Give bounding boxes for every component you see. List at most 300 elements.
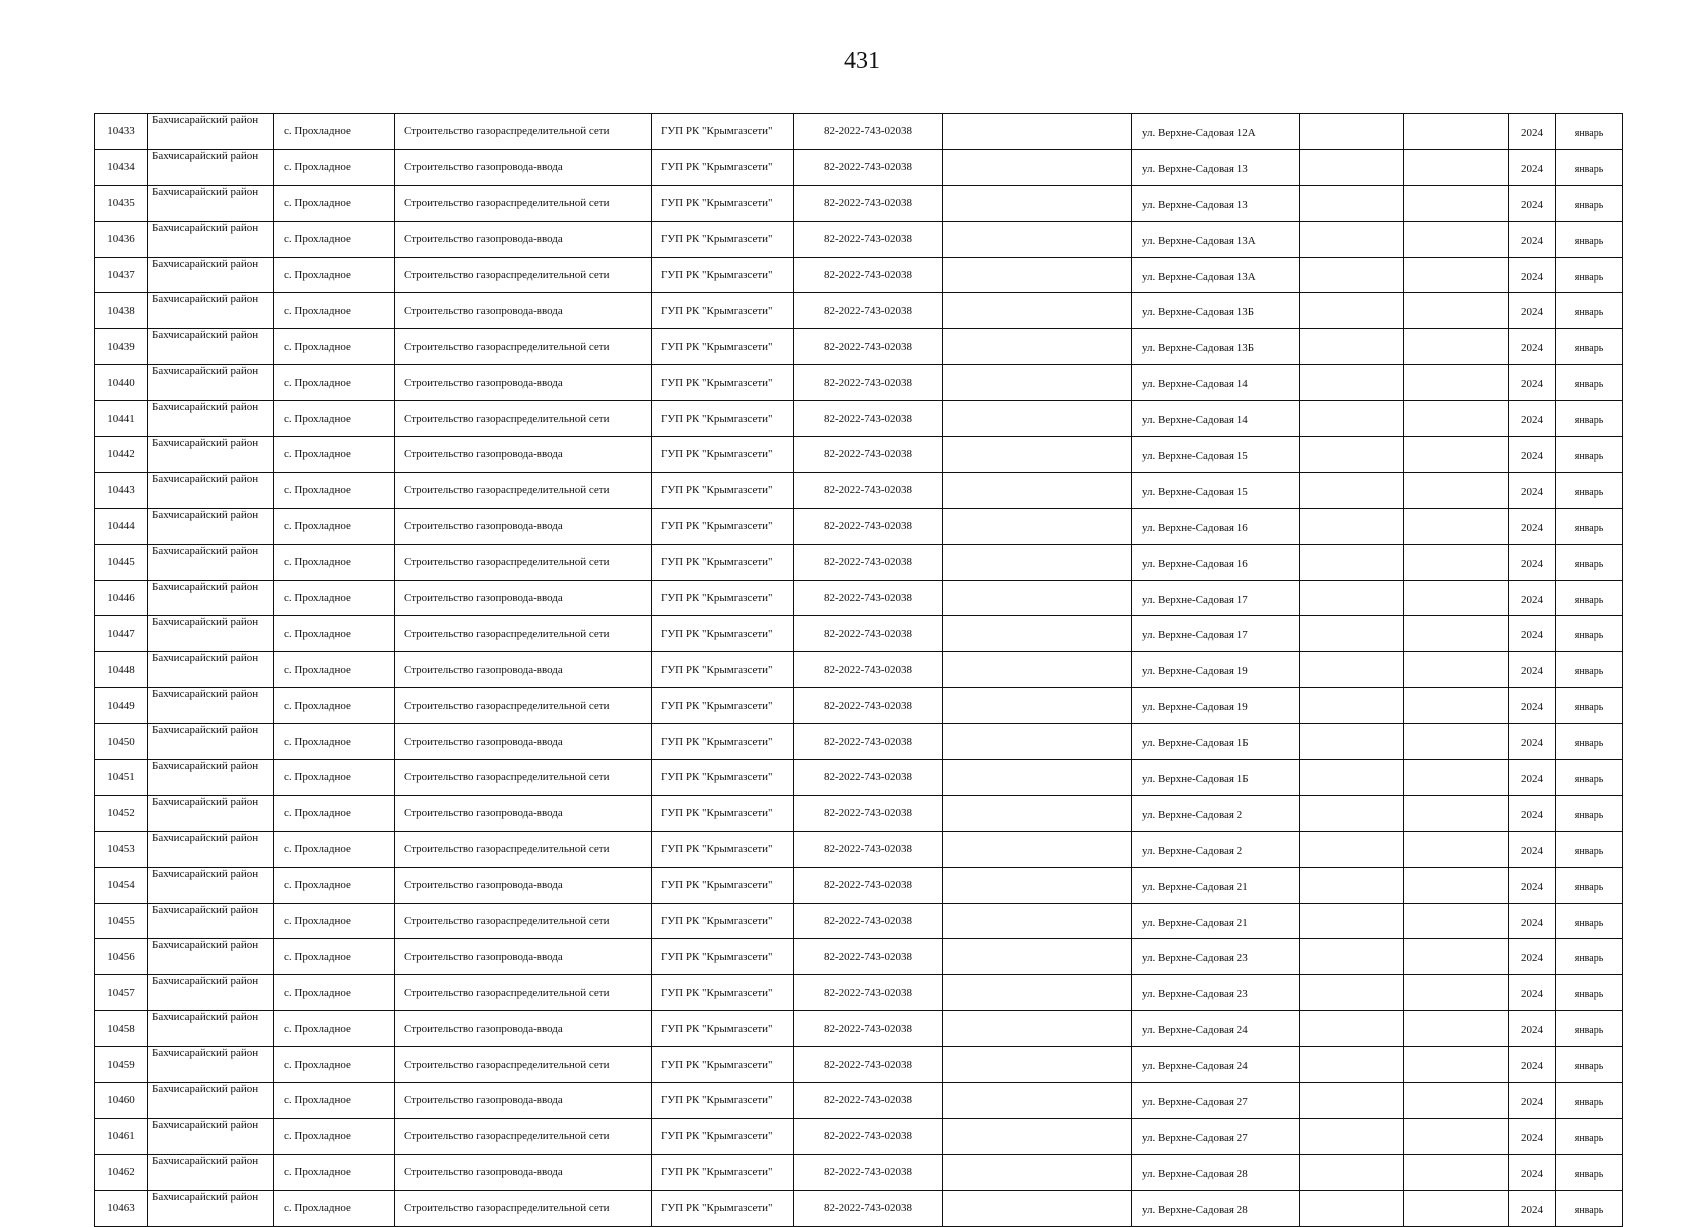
program-code-cell: 82-2022-743-02038 (794, 975, 943, 1011)
organization-cell: ГУП РК "Крымгазсети" (652, 1083, 794, 1119)
row-number: 10447 (95, 616, 148, 652)
settlement-cell: с. Прохладное (274, 114, 395, 150)
district-cell: Бахчисарайский район (148, 831, 274, 867)
address-cell: ул. Верхне-Садовая 1Б (1132, 724, 1300, 760)
organization-cell: ГУП РК "Крымгазсети" (652, 185, 794, 221)
settlement-cell: с. Прохладное (274, 472, 395, 508)
district-cell: Бахчисарайский район (148, 760, 274, 796)
address-cell: ул. Верхне-Садовая 1Б (1132, 760, 1300, 796)
empty-cell (943, 939, 1132, 975)
district-cell: Бахчисарайский район (148, 437, 274, 473)
row-number: 10441 (95, 401, 148, 437)
work-type-cell: Строительство газопровода-ввода (395, 1154, 652, 1190)
year-cell: 2024 (1509, 975, 1556, 1011)
district-cell: Бахчисарайский район (148, 795, 274, 831)
empty-cell (1300, 760, 1404, 796)
organization-cell: ГУП РК "Крымгазсети" (652, 544, 794, 580)
row-number: 10458 (95, 1011, 148, 1047)
address-cell: ул. Верхне-Садовая 17 (1132, 580, 1300, 616)
empty-cell (1300, 1190, 1404, 1226)
row-number: 10433 (95, 114, 148, 150)
work-type-cell: Строительство газораспределительной сети (395, 616, 652, 652)
organization-cell: ГУП РК "Крымгазсети" (652, 939, 794, 975)
settlement-cell: с. Прохладное (274, 508, 395, 544)
empty-cell (943, 472, 1132, 508)
table-row (95, 114, 1623, 150)
month-cell: январь (1556, 1154, 1623, 1190)
program-code-cell: 82-2022-743-02038 (794, 1083, 943, 1119)
empty-cell (943, 1011, 1132, 1047)
address-cell: ул. Верхне-Садовая 28 (1132, 1190, 1300, 1226)
month-cell: январь (1556, 221, 1623, 257)
row-number: 10445 (95, 544, 148, 580)
address-cell: ул. Верхне-Садовая 14 (1132, 365, 1300, 401)
empty-cell (1300, 508, 1404, 544)
organization-cell: ГУП РК "Крымгазсети" (652, 329, 794, 365)
settlement-cell: с. Прохладное (274, 1047, 395, 1083)
empty-cell (1404, 903, 1509, 939)
month-cell: январь (1556, 1190, 1623, 1226)
empty-cell (1404, 293, 1509, 329)
month-cell: январь (1556, 293, 1623, 329)
settlement-cell: с. Прохладное (274, 903, 395, 939)
empty-cell (943, 329, 1132, 365)
empty-cell (1300, 185, 1404, 221)
settlement-cell: с. Прохладное (274, 221, 395, 257)
empty-cell (943, 508, 1132, 544)
row-number: 10434 (95, 149, 148, 185)
empty-cell (943, 1190, 1132, 1226)
district-cell: Бахчисарайский район (148, 293, 274, 329)
year-cell: 2024 (1509, 221, 1556, 257)
program-code-cell: 82-2022-743-02038 (794, 544, 943, 580)
year-cell: 2024 (1509, 365, 1556, 401)
work-type-cell: Строительство газопровода-ввода (395, 149, 652, 185)
empty-cell (1300, 221, 1404, 257)
work-type-cell: Строительство газораспределительной сети (395, 114, 652, 150)
year-cell: 2024 (1509, 1190, 1556, 1226)
work-type-cell: Строительство газопровода-ввода (395, 939, 652, 975)
year-cell: 2024 (1509, 185, 1556, 221)
row-number: 10452 (95, 795, 148, 831)
table-row (95, 544, 1623, 580)
program-code-cell: 82-2022-743-02038 (794, 831, 943, 867)
table-row (95, 903, 1623, 939)
program-code-cell: 82-2022-743-02038 (794, 1118, 943, 1154)
row-number: 10437 (95, 257, 148, 293)
table-row (95, 1011, 1623, 1047)
program-code-cell: 82-2022-743-02038 (794, 760, 943, 796)
row-number: 10444 (95, 508, 148, 544)
organization-cell: ГУП РК "Крымгазсети" (652, 903, 794, 939)
empty-cell (943, 1047, 1132, 1083)
empty-cell (943, 221, 1132, 257)
table-row (95, 939, 1623, 975)
program-code-cell: 82-2022-743-02038 (794, 508, 943, 544)
work-type-cell: Строительство газораспределительной сети (395, 903, 652, 939)
empty-cell (1404, 831, 1509, 867)
month-cell: январь (1556, 1011, 1623, 1047)
settlement-cell: с. Прохладное (274, 365, 395, 401)
empty-cell (1404, 724, 1509, 760)
empty-cell (1404, 185, 1509, 221)
organization-cell: ГУП РК "Крымгазсети" (652, 831, 794, 867)
empty-cell (1404, 652, 1509, 688)
empty-cell (1404, 867, 1509, 903)
settlement-cell: с. Прохладное (274, 760, 395, 796)
empty-cell (943, 437, 1132, 473)
empty-cell (1404, 1190, 1509, 1226)
empty-cell (1404, 1011, 1509, 1047)
program-code-cell: 82-2022-743-02038 (794, 437, 943, 473)
month-cell: январь (1556, 544, 1623, 580)
organization-cell: ГУП РК "Крымгазсети" (652, 293, 794, 329)
settlement-cell: с. Прохладное (274, 939, 395, 975)
table-row (95, 616, 1623, 652)
work-type-cell: Строительство газопровода-ввода (395, 365, 652, 401)
month-cell: январь (1556, 760, 1623, 796)
empty-cell (1300, 616, 1404, 652)
district-cell: Бахчисарайский район (148, 580, 274, 616)
program-code-cell: 82-2022-743-02038 (794, 365, 943, 401)
month-cell: январь (1556, 257, 1623, 293)
empty-cell (1300, 724, 1404, 760)
row-number: 10455 (95, 903, 148, 939)
table-row (95, 831, 1623, 867)
address-cell: ул. Верхне-Садовая 13 (1132, 149, 1300, 185)
address-cell: ул. Верхне-Садовая 15 (1132, 437, 1300, 473)
district-cell: Бахчисарайский район (148, 329, 274, 365)
work-type-cell: Строительство газопровода-ввода (395, 580, 652, 616)
year-cell: 2024 (1509, 724, 1556, 760)
settlement-cell: с. Прохладное (274, 437, 395, 473)
empty-cell (943, 1083, 1132, 1119)
organization-cell: ГУП РК "Крымгазсети" (652, 472, 794, 508)
month-cell: январь (1556, 795, 1623, 831)
settlement-cell: с. Прохладное (274, 1190, 395, 1226)
page-number: 431 (844, 48, 880, 74)
district-cell: Бахчисарайский район (148, 903, 274, 939)
empty-cell (943, 867, 1132, 903)
year-cell: 2024 (1509, 580, 1556, 616)
organization-cell: ГУП РК "Крымгазсети" (652, 1011, 794, 1047)
empty-cell (1404, 580, 1509, 616)
address-cell: ул. Верхне-Садовая 19 (1132, 688, 1300, 724)
work-type-cell: Строительство газопровода-ввода (395, 437, 652, 473)
address-cell: ул. Верхне-Садовая 2 (1132, 795, 1300, 831)
settlement-cell: с. Прохладное (274, 149, 395, 185)
empty-cell (943, 1118, 1132, 1154)
year-cell: 2024 (1509, 437, 1556, 473)
work-type-cell: Строительство газораспределительной сети (395, 544, 652, 580)
table-row (95, 975, 1623, 1011)
month-cell: январь (1556, 903, 1623, 939)
settlement-cell: с. Прохладное (274, 1154, 395, 1190)
district-cell: Бахчисарайский район (148, 508, 274, 544)
register-table (94, 113, 1623, 1227)
address-cell: ул. Верхне-Садовая 21 (1132, 867, 1300, 903)
work-type-cell: Строительство газораспределительной сети (395, 257, 652, 293)
empty-cell (1404, 437, 1509, 473)
address-cell: ул. Верхне-Садовая 13Б (1132, 329, 1300, 365)
row-number: 10451 (95, 760, 148, 796)
program-code-cell: 82-2022-743-02038 (794, 149, 943, 185)
district-cell: Бахчисарайский район (148, 1190, 274, 1226)
empty-cell (1300, 114, 1404, 150)
empty-cell (1300, 831, 1404, 867)
program-code-cell: 82-2022-743-02038 (794, 185, 943, 221)
empty-cell (1300, 1118, 1404, 1154)
address-cell: ул. Верхне-Садовая 28 (1132, 1154, 1300, 1190)
settlement-cell: с. Прохладное (274, 544, 395, 580)
year-cell: 2024 (1509, 903, 1556, 939)
empty-cell (943, 652, 1132, 688)
district-cell: Бахчисарайский район (148, 1047, 274, 1083)
empty-cell (943, 831, 1132, 867)
address-cell: ул. Верхне-Садовая 27 (1132, 1118, 1300, 1154)
organization-cell: ГУП РК "Крымгазсети" (652, 688, 794, 724)
organization-cell: ГУП РК "Крымгазсети" (652, 437, 794, 473)
month-cell: январь (1556, 724, 1623, 760)
table-row (95, 437, 1623, 473)
program-code-cell: 82-2022-743-02038 (794, 652, 943, 688)
month-cell: январь (1556, 401, 1623, 437)
district-cell: Бахчисарайский район (148, 365, 274, 401)
empty-cell (943, 616, 1132, 652)
work-type-cell: Строительство газопровода-ввода (395, 652, 652, 688)
address-cell: ул. Верхне-Садовая 16 (1132, 544, 1300, 580)
program-code-cell: 82-2022-743-02038 (794, 1047, 943, 1083)
settlement-cell: с. Прохладное (274, 1011, 395, 1047)
empty-cell (1300, 975, 1404, 1011)
row-number: 10448 (95, 652, 148, 688)
address-cell: ул. Верхне-Садовая 23 (1132, 975, 1300, 1011)
table-row (95, 365, 1623, 401)
organization-cell: ГУП РК "Крымгазсети" (652, 365, 794, 401)
table-row (95, 257, 1623, 293)
district-cell: Бахчисарайский район (148, 652, 274, 688)
row-number: 10457 (95, 975, 148, 1011)
year-cell: 2024 (1509, 114, 1556, 150)
program-code-cell: 82-2022-743-02038 (794, 903, 943, 939)
program-code-cell: 82-2022-743-02038 (794, 257, 943, 293)
work-type-cell: Строительство газораспределительной сети (395, 185, 652, 221)
row-number: 10460 (95, 1083, 148, 1119)
district-cell: Бахчисарайский район (148, 975, 274, 1011)
row-number: 10454 (95, 867, 148, 903)
year-cell: 2024 (1509, 616, 1556, 652)
empty-cell (943, 114, 1132, 150)
address-cell: ул. Верхне-Садовая 13А (1132, 221, 1300, 257)
empty-cell (1300, 257, 1404, 293)
work-type-cell: Строительство газопровода-ввода (395, 724, 652, 760)
row-number: 10439 (95, 329, 148, 365)
month-cell: январь (1556, 975, 1623, 1011)
empty-cell (943, 975, 1132, 1011)
row-number: 10450 (95, 724, 148, 760)
row-number: 10459 (95, 1047, 148, 1083)
district-cell: Бахчисарайский район (148, 616, 274, 652)
program-code-cell: 82-2022-743-02038 (794, 616, 943, 652)
address-cell: ул. Верхне-Садовая 24 (1132, 1011, 1300, 1047)
district-cell: Бахчисарайский район (148, 1154, 274, 1190)
empty-cell (1404, 329, 1509, 365)
empty-cell (943, 544, 1132, 580)
empty-cell (1300, 1011, 1404, 1047)
district-cell: Бахчисарайский район (148, 185, 274, 221)
work-type-cell: Строительство газопровода-ввода (395, 795, 652, 831)
year-cell: 2024 (1509, 652, 1556, 688)
table-row (95, 329, 1623, 365)
settlement-cell: с. Прохладное (274, 867, 395, 903)
organization-cell: ГУП РК "Крымгазсети" (652, 114, 794, 150)
program-code-cell: 82-2022-743-02038 (794, 293, 943, 329)
settlement-cell: с. Прохладное (274, 401, 395, 437)
empty-cell (943, 401, 1132, 437)
month-cell: январь (1556, 580, 1623, 616)
empty-cell (943, 580, 1132, 616)
work-type-cell: Строительство газораспределительной сети (395, 760, 652, 796)
table-row (95, 652, 1623, 688)
organization-cell: ГУП РК "Крымгазсети" (652, 257, 794, 293)
district-cell: Бахчисарайский район (148, 688, 274, 724)
month-cell: январь (1556, 472, 1623, 508)
empty-cell (1300, 293, 1404, 329)
year-cell: 2024 (1509, 831, 1556, 867)
year-cell: 2024 (1509, 544, 1556, 580)
empty-cell (943, 724, 1132, 760)
work-type-cell: Строительство газораспределительной сети (395, 329, 652, 365)
empty-cell (1300, 580, 1404, 616)
row-number: 10436 (95, 221, 148, 257)
year-cell: 2024 (1509, 688, 1556, 724)
month-cell: январь (1556, 329, 1623, 365)
work-type-cell: Строительство газораспределительной сети (395, 1047, 652, 1083)
table-row (95, 1047, 1623, 1083)
program-code-cell: 82-2022-743-02038 (794, 724, 943, 760)
month-cell: январь (1556, 1118, 1623, 1154)
organization-cell: ГУП РК "Крымгазсети" (652, 149, 794, 185)
settlement-cell: с. Прохладное (274, 795, 395, 831)
settlement-cell: с. Прохладное (274, 257, 395, 293)
empty-cell (1300, 903, 1404, 939)
table-row (95, 401, 1623, 437)
table-row (95, 1154, 1623, 1190)
empty-cell (1300, 437, 1404, 473)
district-cell: Бахчисарайский район (148, 939, 274, 975)
district-cell: Бахчисарайский район (148, 724, 274, 760)
row-number: 10435 (95, 185, 148, 221)
table-row (95, 867, 1623, 903)
settlement-cell: с. Прохладное (274, 293, 395, 329)
empty-cell (1300, 149, 1404, 185)
work-type-cell: Строительство газопровода-ввода (395, 1083, 652, 1119)
settlement-cell: с. Прохладное (274, 185, 395, 221)
empty-cell (1300, 365, 1404, 401)
program-code-cell: 82-2022-743-02038 (794, 580, 943, 616)
year-cell: 2024 (1509, 293, 1556, 329)
work-type-cell: Строительство газораспределительной сети (395, 1190, 652, 1226)
work-type-cell: Строительство газораспределительной сети (395, 401, 652, 437)
address-cell: ул. Верхне-Садовая 13 (1132, 185, 1300, 221)
organization-cell: ГУП РК "Крымгазсети" (652, 760, 794, 796)
table-row (95, 508, 1623, 544)
year-cell: 2024 (1509, 1154, 1556, 1190)
table-row (95, 293, 1623, 329)
empty-cell (1300, 544, 1404, 580)
work-type-cell: Строительство газораспределительной сети (395, 688, 652, 724)
month-cell: январь (1556, 114, 1623, 150)
month-cell: январь (1556, 688, 1623, 724)
address-cell: ул. Верхне-Садовая 24 (1132, 1047, 1300, 1083)
table-row (95, 580, 1623, 616)
empty-cell (1300, 652, 1404, 688)
empty-cell (943, 185, 1132, 221)
organization-cell: ГУП РК "Крымгазсети" (652, 1154, 794, 1190)
organization-cell: ГУП РК "Крымгазсети" (652, 1190, 794, 1226)
year-cell: 2024 (1509, 401, 1556, 437)
empty-cell (1300, 1047, 1404, 1083)
row-number: 10456 (95, 939, 148, 975)
empty-cell (1300, 472, 1404, 508)
address-cell: ул. Верхне-Садовая 14 (1132, 401, 1300, 437)
empty-cell (1300, 401, 1404, 437)
table-row (95, 221, 1623, 257)
month-cell: январь (1556, 437, 1623, 473)
year-cell: 2024 (1509, 149, 1556, 185)
year-cell: 2024 (1509, 867, 1556, 903)
program-code-cell: 82-2022-743-02038 (794, 1190, 943, 1226)
empty-cell (1300, 1083, 1404, 1119)
empty-cell (1404, 401, 1509, 437)
organization-cell: ГУП РК "Крымгазсети" (652, 401, 794, 437)
district-cell: Бахчисарайский район (148, 149, 274, 185)
year-cell: 2024 (1509, 1083, 1556, 1119)
empty-cell (943, 149, 1132, 185)
row-number: 10449 (95, 688, 148, 724)
district-cell: Бахчисарайский район (148, 257, 274, 293)
table-row (95, 795, 1623, 831)
district-cell: Бахчисарайский район (148, 1118, 274, 1154)
address-cell: ул. Верхне-Садовая 16 (1132, 508, 1300, 544)
organization-cell: ГУП РК "Крымгазсети" (652, 795, 794, 831)
empty-cell (943, 760, 1132, 796)
empty-cell (943, 903, 1132, 939)
program-code-cell: 82-2022-743-02038 (794, 939, 943, 975)
program-code-cell: 82-2022-743-02038 (794, 795, 943, 831)
month-cell: январь (1556, 831, 1623, 867)
register-body (95, 114, 1623, 1227)
year-cell: 2024 (1509, 1047, 1556, 1083)
empty-cell (1404, 688, 1509, 724)
district-cell: Бахчисарайский район (148, 544, 274, 580)
table-row (95, 1083, 1623, 1119)
year-cell: 2024 (1509, 257, 1556, 293)
settlement-cell: с. Прохладное (274, 616, 395, 652)
empty-cell (943, 257, 1132, 293)
year-cell: 2024 (1509, 939, 1556, 975)
empty-cell (1300, 329, 1404, 365)
settlement-cell: с. Прохладное (274, 1083, 395, 1119)
row-number: 10463 (95, 1190, 148, 1226)
district-cell: Бахчисарайский район (148, 472, 274, 508)
year-cell: 2024 (1509, 472, 1556, 508)
address-cell: ул. Верхне-Садовая 12А (1132, 114, 1300, 150)
empty-cell (943, 688, 1132, 724)
settlement-cell: с. Прохладное (274, 652, 395, 688)
organization-cell: ГУП РК "Крымгазсети" (652, 1047, 794, 1083)
settlement-cell: с. Прохладное (274, 688, 395, 724)
